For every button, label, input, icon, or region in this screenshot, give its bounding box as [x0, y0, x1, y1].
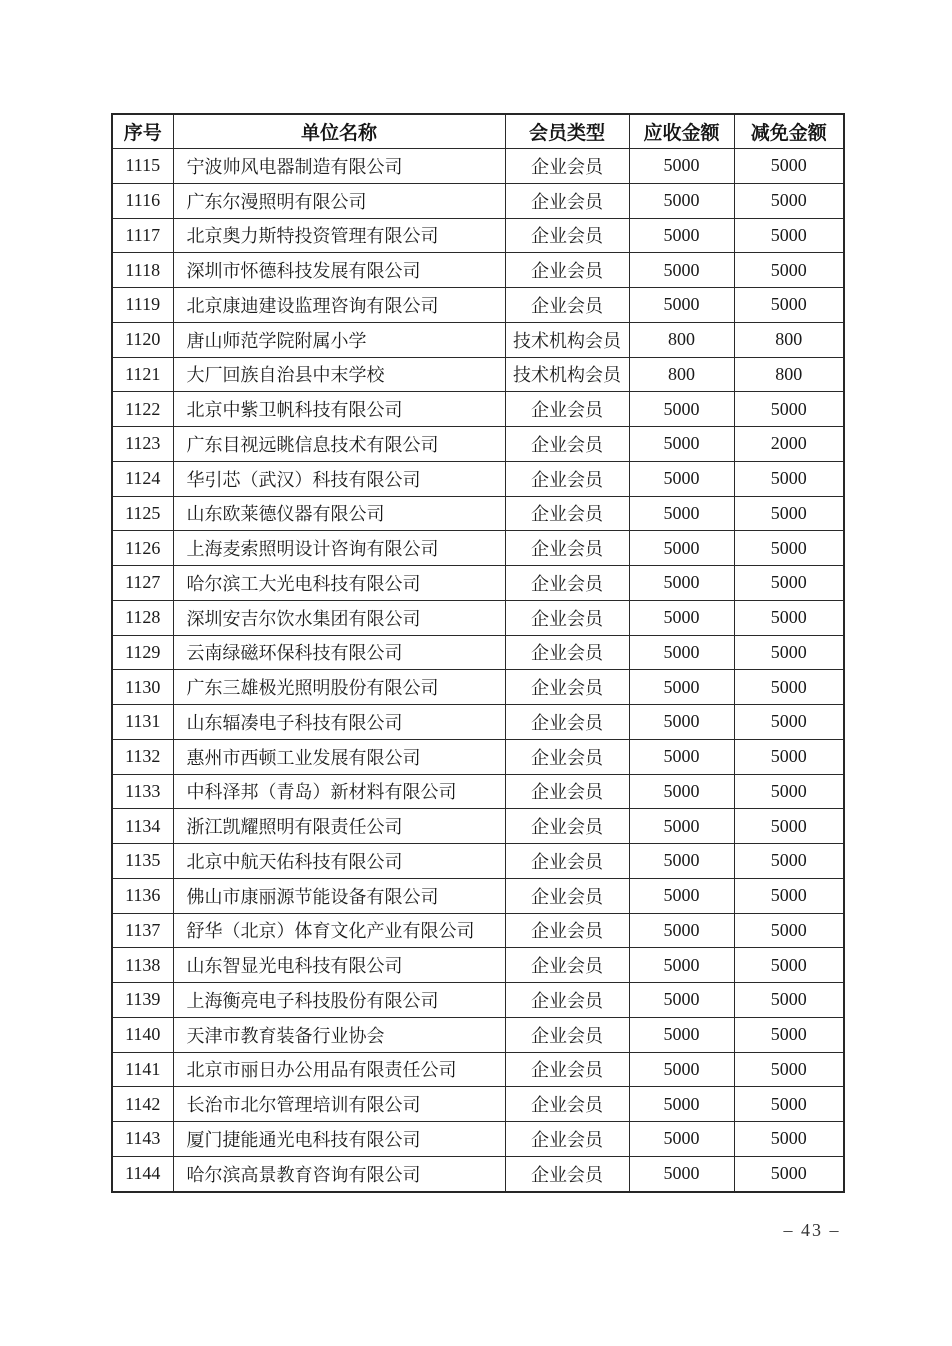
table-row — [112, 427, 844, 462]
cell-unit-name: 唐山师范学院附属小学 — [173, 322, 505, 357]
cell-member-type: 技术机构会员 — [505, 322, 629, 357]
cell-amount-reduced: 2000 — [734, 427, 844, 462]
cell-amount-due: 5000 — [629, 774, 734, 809]
cell-member-type: 企业会员 — [505, 774, 629, 809]
cell-member-type: 企业会员 — [505, 531, 629, 566]
cell-unit-name: 上海衡亮电子科技股份有限公司 — [173, 983, 505, 1018]
cell-serial-number: 1144 — [112, 1156, 173, 1192]
cell-amount-reduced: 5000 — [734, 183, 844, 218]
table-row — [112, 878, 844, 913]
cell-serial-number: 1117 — [112, 218, 173, 253]
cell-amount-due: 5000 — [629, 253, 734, 288]
table-row — [112, 1122, 844, 1157]
cell-member-type: 企业会员 — [505, 1052, 629, 1087]
cell-serial-number: 1125 — [112, 496, 173, 531]
cell-member-type: 企业会员 — [505, 566, 629, 601]
table-row — [112, 1087, 844, 1122]
cell-unit-name: 深圳市怀德科技发展有限公司 — [173, 253, 505, 288]
cell-unit-name: 北京康迪建设监理咨询有限公司 — [173, 288, 505, 323]
cell-amount-due: 5000 — [629, 461, 734, 496]
cell-serial-number: 1137 — [112, 913, 173, 948]
table-row — [112, 496, 844, 531]
cell-member-type: 企业会员 — [505, 1122, 629, 1157]
cell-amount-reduced: 5000 — [734, 1087, 844, 1122]
cell-amount-reduced: 5000 — [734, 149, 844, 184]
cell-member-type: 企业会员 — [505, 496, 629, 531]
cell-unit-name: 浙江凯耀照明有限责任公司 — [173, 809, 505, 844]
cell-serial-number: 1139 — [112, 983, 173, 1018]
cell-unit-name: 山东智显光电科技有限公司 — [173, 948, 505, 983]
cell-member-type: 企业会员 — [505, 878, 629, 913]
table-row — [112, 635, 844, 670]
cell-amount-reduced: 5000 — [734, 253, 844, 288]
cell-unit-name: 上海麦索照明设计咨询有限公司 — [173, 531, 505, 566]
table-row — [112, 218, 844, 253]
table-row — [112, 948, 844, 983]
cell-serial-number: 1141 — [112, 1052, 173, 1087]
table-row — [112, 566, 844, 601]
cell-unit-name: 舒华（北京）体育文化产业有限公司 — [173, 913, 505, 948]
cell-serial-number: 1133 — [112, 774, 173, 809]
cell-amount-reduced: 5000 — [734, 913, 844, 948]
cell-member-type: 企业会员 — [505, 670, 629, 705]
cell-amount-reduced: 5000 — [734, 774, 844, 809]
table-row — [112, 1052, 844, 1087]
cell-amount-reduced: 5000 — [734, 566, 844, 601]
cell-unit-name: 惠州市西顿工业发展有限公司 — [173, 739, 505, 774]
cell-member-type: 企业会员 — [505, 809, 629, 844]
cell-unit-name: 天津市教育装备行业协会 — [173, 1017, 505, 1052]
table-row — [112, 531, 844, 566]
cell-amount-reduced: 5000 — [734, 1156, 844, 1192]
table-row — [112, 357, 844, 392]
cell-member-type: 企业会员 — [505, 218, 629, 253]
cell-unit-name: 北京中航天佑科技有限公司 — [173, 844, 505, 879]
cell-serial-number: 1135 — [112, 844, 173, 879]
cell-serial-number: 1122 — [112, 392, 173, 427]
col-header-serial-number: 序号 — [112, 114, 173, 149]
cell-unit-name: 长治市北尔管理培训有限公司 — [173, 1087, 505, 1122]
cell-amount-due: 5000 — [629, 288, 734, 323]
cell-unit-name: 厦门捷能通光电科技有限公司 — [173, 1122, 505, 1157]
cell-unit-name: 广东尔漫照明有限公司 — [173, 183, 505, 218]
table-row — [112, 1017, 844, 1052]
cell-unit-name: 山东欧莱德仪器有限公司 — [173, 496, 505, 531]
table-body — [112, 149, 844, 1193]
cell-amount-reduced: 800 — [734, 357, 844, 392]
cell-amount-reduced: 5000 — [734, 218, 844, 253]
cell-serial-number: 1119 — [112, 288, 173, 323]
cell-serial-number: 1116 — [112, 183, 173, 218]
cell-amount-due: 5000 — [629, 496, 734, 531]
cell-amount-reduced: 5000 — [734, 531, 844, 566]
cell-serial-number: 1118 — [112, 253, 173, 288]
cell-serial-number: 1142 — [112, 1087, 173, 1122]
cell-amount-due: 5000 — [629, 670, 734, 705]
cell-amount-reduced: 5000 — [734, 844, 844, 879]
cell-amount-reduced: 5000 — [734, 1122, 844, 1157]
cell-unit-name: 北京奥力斯特投资管理有限公司 — [173, 218, 505, 253]
col-header-unit-name: 单位名称 — [173, 114, 505, 149]
cell-serial-number: 1129 — [112, 635, 173, 670]
cell-amount-due: 5000 — [629, 600, 734, 635]
cell-member-type: 企业会员 — [505, 392, 629, 427]
col-header-amount-reduced: 减免金额 — [734, 114, 844, 149]
cell-serial-number: 1130 — [112, 670, 173, 705]
cell-amount-due: 800 — [629, 322, 734, 357]
cell-unit-name: 中科泽邦（青岛）新材料有限公司 — [173, 774, 505, 809]
cell-amount-reduced: 5000 — [734, 600, 844, 635]
cell-unit-name: 哈尔滨工大光电科技有限公司 — [173, 566, 505, 601]
cell-serial-number: 1127 — [112, 566, 173, 601]
cell-amount-reduced: 5000 — [734, 496, 844, 531]
cell-unit-name: 广东三雄极光照明股份有限公司 — [173, 670, 505, 705]
cell-serial-number: 1121 — [112, 357, 173, 392]
cell-member-type: 企业会员 — [505, 913, 629, 948]
cell-amount-due: 5000 — [629, 635, 734, 670]
table-row — [112, 253, 844, 288]
cell-amount-reduced: 5000 — [734, 878, 844, 913]
cell-serial-number: 1123 — [112, 427, 173, 462]
table-row — [112, 461, 844, 496]
cell-amount-reduced: 5000 — [734, 1017, 844, 1052]
cell-unit-name: 宁波帅风电器制造有限公司 — [173, 149, 505, 184]
cell-member-type: 企业会员 — [505, 461, 629, 496]
cell-amount-due: 5000 — [629, 183, 734, 218]
member-fee-table — [111, 113, 845, 1193]
col-header-amount-due: 应收金额 — [629, 114, 734, 149]
cell-amount-due: 5000 — [629, 531, 734, 566]
cell-amount-due: 5000 — [629, 218, 734, 253]
cell-amount-reduced: 5000 — [734, 809, 844, 844]
cell-serial-number: 1140 — [112, 1017, 173, 1052]
cell-amount-due: 5000 — [629, 1017, 734, 1052]
cell-amount-due: 5000 — [629, 948, 734, 983]
cell-member-type: 企业会员 — [505, 1017, 629, 1052]
cell-member-type: 企业会员 — [505, 427, 629, 462]
cell-member-type: 企业会员 — [505, 705, 629, 740]
cell-unit-name: 大厂回族自治县中末学校 — [173, 357, 505, 392]
cell-amount-due: 5000 — [629, 878, 734, 913]
cell-serial-number: 1136 — [112, 878, 173, 913]
cell-amount-due: 5000 — [629, 1087, 734, 1122]
cell-unit-name: 佛山市康丽源节能设备有限公司 — [173, 878, 505, 913]
cell-member-type: 企业会员 — [505, 948, 629, 983]
page-number: – 43 – — [783, 1220, 841, 1240]
cell-amount-due: 5000 — [629, 566, 734, 601]
table-row — [112, 600, 844, 635]
cell-amount-due: 5000 — [629, 739, 734, 774]
table-row — [112, 1156, 844, 1192]
cell-amount-due: 5000 — [629, 1122, 734, 1157]
cell-amount-reduced: 5000 — [734, 983, 844, 1018]
cell-member-type: 企业会员 — [505, 1156, 629, 1192]
cell-serial-number: 1115 — [112, 149, 173, 184]
cell-serial-number: 1131 — [112, 705, 173, 740]
cell-amount-due: 5000 — [629, 427, 734, 462]
cell-member-type: 企业会员 — [505, 844, 629, 879]
table-row — [112, 739, 844, 774]
cell-amount-due: 800 — [629, 357, 734, 392]
cell-member-type: 企业会员 — [505, 149, 629, 184]
cell-amount-reduced: 5000 — [734, 1052, 844, 1087]
cell-unit-name: 北京中紫卫帆科技有限公司 — [173, 392, 505, 427]
cell-amount-due: 5000 — [629, 1052, 734, 1087]
table-row — [112, 913, 844, 948]
cell-member-type: 企业会员 — [505, 183, 629, 218]
cell-amount-reduced: 5000 — [734, 670, 844, 705]
table-header-row — [112, 114, 844, 149]
cell-member-type: 企业会员 — [505, 983, 629, 1018]
cell-amount-due: 5000 — [629, 809, 734, 844]
cell-amount-reduced: 5000 — [734, 288, 844, 323]
cell-member-type: 企业会员 — [505, 739, 629, 774]
table-row — [112, 670, 844, 705]
cell-unit-name: 北京市丽日办公用品有限责任公司 — [173, 1052, 505, 1087]
cell-amount-reduced: 5000 — [734, 705, 844, 740]
cell-amount-reduced: 5000 — [734, 635, 844, 670]
cell-amount-due: 5000 — [629, 913, 734, 948]
cell-member-type: 企业会员 — [505, 600, 629, 635]
table-row — [112, 774, 844, 809]
table-row — [112, 288, 844, 323]
table-row — [112, 705, 844, 740]
cell-serial-number: 1143 — [112, 1122, 173, 1157]
cell-amount-due: 5000 — [629, 392, 734, 427]
cell-unit-name: 华引芯（武汉）科技有限公司 — [173, 461, 505, 496]
cell-member-type: 企业会员 — [505, 635, 629, 670]
cell-amount-reduced: 5000 — [734, 739, 844, 774]
cell-amount-reduced: 5000 — [734, 948, 844, 983]
table-row — [112, 149, 844, 184]
cell-member-type: 企业会员 — [505, 253, 629, 288]
col-header-member-type: 会员类型 — [505, 114, 629, 149]
cell-unit-name: 云南绿磁环保科技有限公司 — [173, 635, 505, 670]
table-row — [112, 183, 844, 218]
cell-amount-due: 5000 — [629, 705, 734, 740]
cell-member-type: 企业会员 — [505, 1087, 629, 1122]
table-row — [112, 983, 844, 1018]
cell-amount-due: 5000 — [629, 983, 734, 1018]
cell-unit-name: 深圳安吉尔饮水集团有限公司 — [173, 600, 505, 635]
table-row — [112, 322, 844, 357]
cell-amount-reduced: 5000 — [734, 461, 844, 496]
cell-unit-name: 哈尔滨高景教育咨询有限公司 — [173, 1156, 505, 1192]
cell-serial-number: 1138 — [112, 948, 173, 983]
table-row — [112, 392, 844, 427]
cell-unit-name: 山东辐凑电子科技有限公司 — [173, 705, 505, 740]
cell-unit-name: 广东目视远眺信息技术有限公司 — [173, 427, 505, 462]
cell-serial-number: 1126 — [112, 531, 173, 566]
cell-serial-number: 1128 — [112, 600, 173, 635]
cell-amount-due: 5000 — [629, 844, 734, 879]
table-row — [112, 809, 844, 844]
cell-serial-number: 1134 — [112, 809, 173, 844]
cell-amount-reduced: 800 — [734, 322, 844, 357]
cell-serial-number: 1132 — [112, 739, 173, 774]
cell-member-type: 企业会员 — [505, 288, 629, 323]
cell-amount-due: 5000 — [629, 1156, 734, 1192]
table-row — [112, 844, 844, 879]
cell-member-type: 技术机构会员 — [505, 357, 629, 392]
cell-serial-number: 1124 — [112, 461, 173, 496]
cell-amount-due: 5000 — [629, 149, 734, 184]
cell-amount-reduced: 5000 — [734, 392, 844, 427]
cell-serial-number: 1120 — [112, 322, 173, 357]
